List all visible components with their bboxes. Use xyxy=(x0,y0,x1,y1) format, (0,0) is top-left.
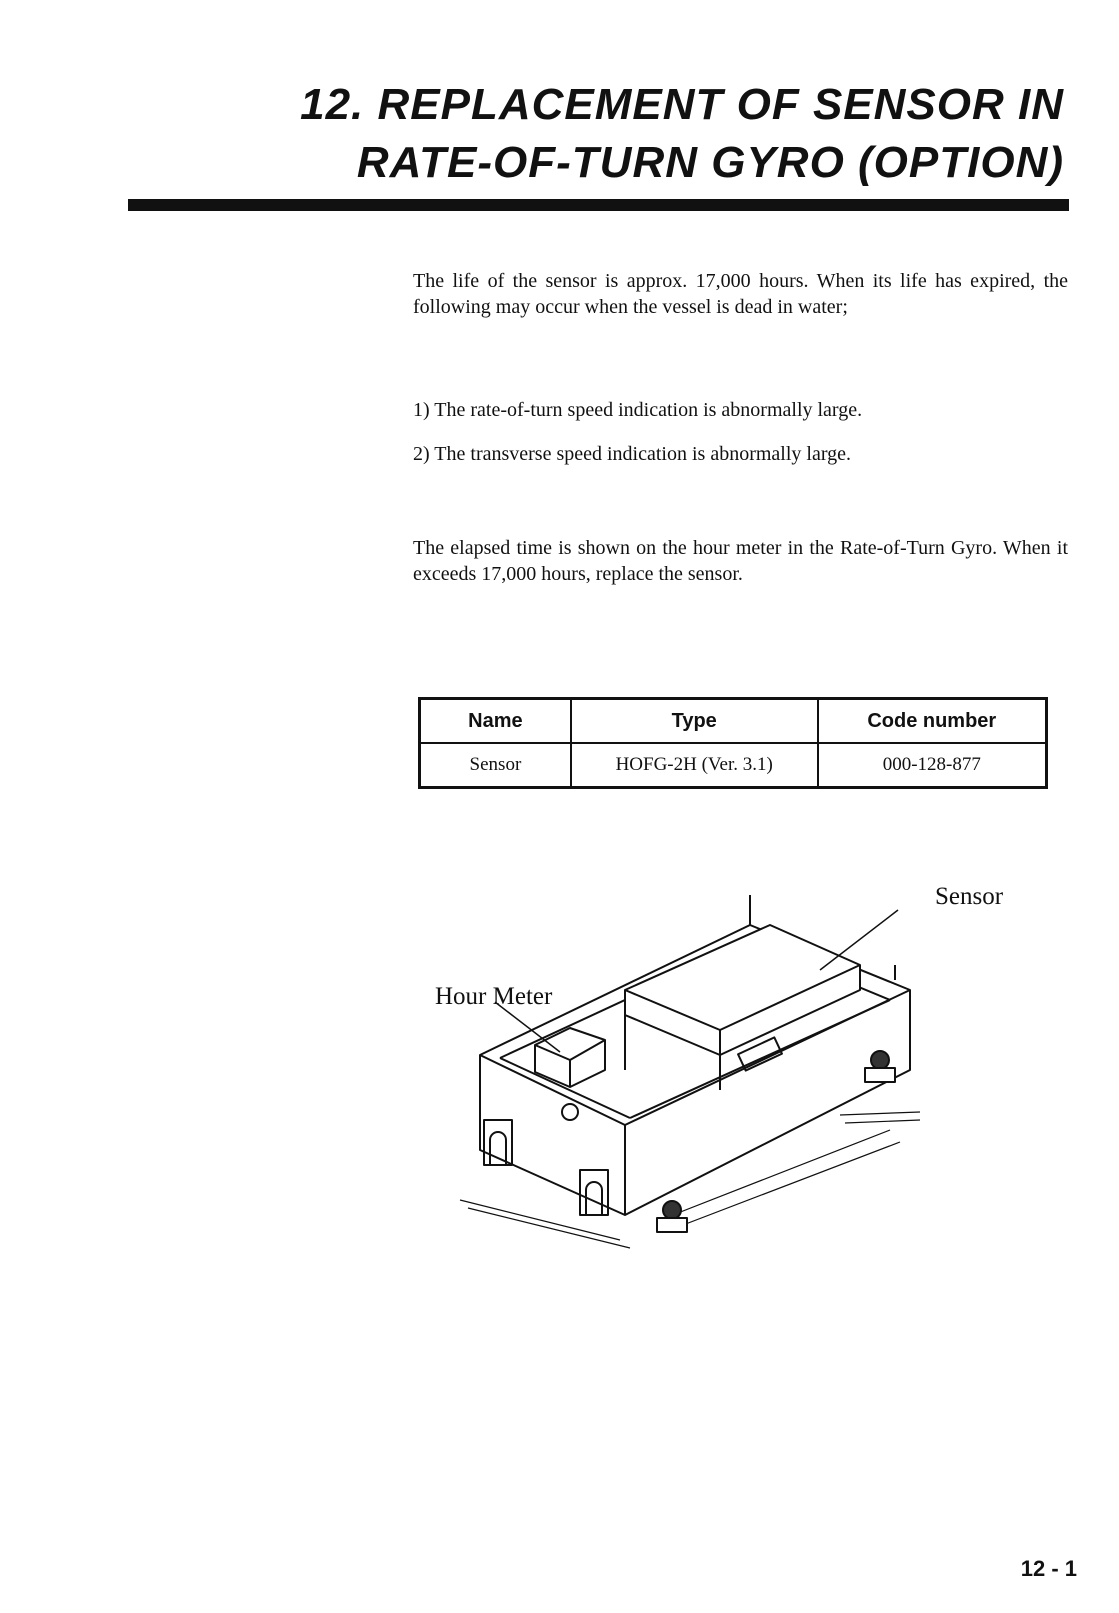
parts-table xyxy=(418,697,1048,789)
page-title-line-1: 12. REPLACEMENT OF SENSOR IN xyxy=(300,80,1064,129)
cell-type: HOFG-2H (Ver. 3.1) xyxy=(571,743,818,788)
header-code-number: Code number xyxy=(818,699,1047,744)
title-rule xyxy=(128,199,1069,211)
hour-meter-callout-label: Hour Meter xyxy=(435,983,553,1010)
sensor-callout-label: Sensor xyxy=(935,883,1004,910)
cell-name: Sensor xyxy=(420,743,571,788)
header-type: Type xyxy=(571,699,818,744)
cell-code-number: 000-128-877 xyxy=(818,743,1047,788)
table-header-row xyxy=(420,699,1047,744)
table-row xyxy=(420,743,1047,788)
symptom-item-1: 1) The rate-of-turn speed indication is abnormally large. xyxy=(413,399,863,421)
intro-paragraph: The life of the sensor is approx. 17,000 hours. When its life has expired, the following may occur when the vessel is dead in water; xyxy=(413,270,1068,318)
page-title-line-2: RATE-OF-TURN GYRO (OPTION) xyxy=(356,138,1064,187)
symptom-item-2: 2) The transverse speed indication is abnormally large. xyxy=(413,443,852,465)
elapsed-paragraph: The elapsed time is shown on the hour meter in the Rate-of-Turn Gyro. When it exceeds 17,000 hours, replace the sensor. xyxy=(413,537,1068,585)
gyro-unit-illustration xyxy=(420,880,1030,1280)
page-number: 12 - 1 xyxy=(1020,1556,1077,1581)
header-name: Name xyxy=(420,699,571,744)
